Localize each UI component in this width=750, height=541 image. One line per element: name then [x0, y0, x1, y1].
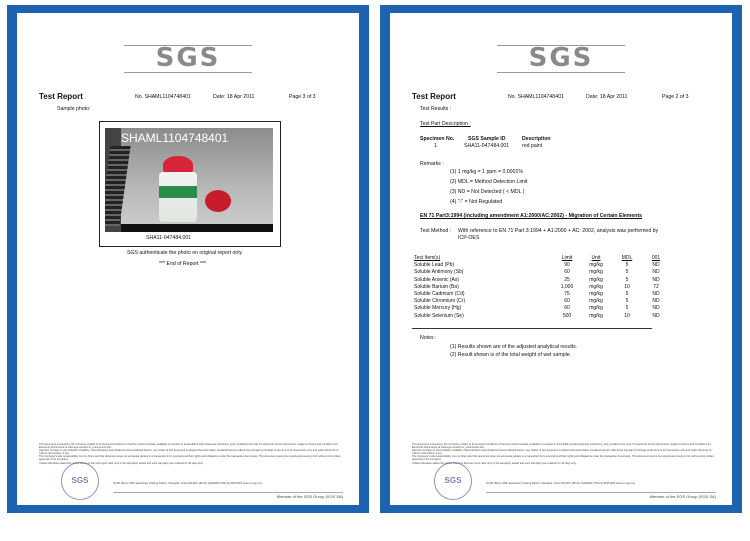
table-row: Soluble Antimony (Sb) 60 mg/kg 5 ND	[414, 269, 660, 276]
remark-item: (4) "-" = Not Regulated	[450, 199, 503, 205]
table-row: Soluble Barium (Ba) 1,000 mg/kg 10 72	[414, 283, 659, 290]
table-row: Soluble Cadmium (Cd) 75 mg/kg 5 ND	[414, 291, 660, 298]
specimen-header-id: SGS Sample ID	[468, 136, 506, 142]
office-address: No.86, Block 1789, East Road, Pudong District, Shanghai, China 201203 t (86-21) 61190000 f (86-21) 68176303 www.cn.sgs.com	[486, 482, 636, 485]
test-part-description: Test Part Description :	[420, 121, 471, 127]
report-header	[390, 93, 732, 107]
sample-photo	[105, 128, 273, 232]
report-title: Test Report	[39, 92, 83, 101]
notes-label: Notes :	[420, 335, 437, 341]
specimen-desc: red paint	[522, 143, 543, 149]
report-title: Test Report	[412, 92, 456, 101]
test-results-label: Test Results :	[420, 106, 452, 112]
end-of-report: *** End of Report ***	[159, 261, 207, 267]
authenticate-text: SGS authenticate the photo on original report only	[127, 250, 243, 256]
member-text: Member of the SGS Group (SGS SA)	[649, 494, 716, 499]
photo-caption: SHAML1104748401	[121, 131, 229, 145]
report-header	[17, 93, 359, 107]
sample-photo-frame	[99, 121, 281, 247]
table-row: Soluble Selenium (Se) 500 mg/kg 10 ND	[414, 312, 660, 319]
table-row: Soluble Lead (Pb) 90 mg/kg 5 ND	[414, 262, 660, 269]
specimen-header-no: Specimen No.	[420, 136, 455, 142]
table-row: Soluble Arsenic (As) 25 mg/kg 5 ND	[414, 276, 660, 283]
member-text: Member of the SGS Group (SGS SA)	[276, 494, 343, 499]
specimen-header-desc: Description	[522, 136, 551, 142]
test-method-text: With reference to EN 71 Part 3:1994 + A1:2000 + AC: 2002, analysis was performed by	[458, 228, 659, 234]
sgs-logo-text: SGS	[528, 43, 594, 73]
report-number: No. SHAML1104748401	[508, 94, 564, 100]
sgs-logo-text: SGS	[155, 43, 221, 73]
table-header-row: Test Item(s) Limit Unit MDL 001	[414, 255, 661, 261]
test-method-label: Test Method :	[420, 228, 452, 234]
test-method-text-2: ICP-OES	[458, 235, 480, 241]
specimen-no: 1	[434, 143, 437, 149]
results-table	[412, 255, 670, 320]
table-row: Soluble Mercury (Hg) 60 mg/kg 5 ND	[414, 305, 660, 312]
sample-photo-label: Sample photo:	[57, 106, 91, 112]
right-page-panel	[380, 5, 742, 513]
legal-disclaimer: This document is issued by the Company subject to its General Conditions of Service printed overleaf, available on request or accessible at http://www.sgs.com/terms_and_conditions.htm and, for electronic format documents, subject to Terms and Conditions for Electronic Documents at www.sgs.com/terms_e-document.htm. Attention is drawn to the limitation of liability, indemnification and jurisdiction issues defined therein. Any holder of this document is advised that information contained hereon reflects the Company's findings at the time of its intervention only and within the limits of Client's instructions, if any. The Company's sole responsibility is to its Client and this document does not exonerate parties to a transaction from exercising all their rights and obligations under the transaction documents. This document cannot be reproduced except in full, without prior written approval of the Company. Unless otherwise stated the results shown in this test report refer only to the sample(s) tested and such sample(s) are retained for 30 days only.	[39, 443, 341, 465]
report-date: Date: 18 Apr 2011	[213, 94, 255, 100]
sgs-stamp: SGS	[434, 462, 472, 500]
note-item: (2) Result shown is of the total weight of wet sample.	[450, 352, 572, 358]
photo-sample-id: SHA11-047484.001	[146, 235, 192, 241]
report-page-3	[17, 13, 359, 505]
left-page-panel	[7, 5, 369, 513]
page-number: Page 2 of 3	[662, 94, 689, 100]
note-item: (1) Results shown are of the adjusted analytical results.	[450, 344, 578, 350]
standard-title: EN 71 Part3:1994 (including amendment A1:2000/AC:2002) - Migration of Certain Elements	[420, 213, 643, 219]
specimen-id: SHA11-047484.001	[464, 143, 510, 149]
sgs-stamp: SGS	[61, 462, 99, 500]
legal-disclaimer: This document is issued by the Company subject to its General Conditions of Service printed overleaf, available on request or accessible at http://www.sgs.com/terms_and_conditions.htm and, for electronic format documents, subject to Terms and Conditions for Electronic Documents at www.sgs.com/terms_e-document.htm. Attention is drawn to the limitation of liability, indemnification and jurisdiction issues defined therein. Any holder of this document is advised that information contained hereon reflects the Company's findings at the time of its intervention only and within the limits of Client's instructions, if any. The Company's sole responsibility is to its Client and this document does not exonerate parties to a transaction from exercising all their rights and obligations under the transaction documents. This document cannot be reproduced except in full, without prior written approval of the Company. Unless otherwise stated the results shown in this test report refer only to the sample(s) tested and such sample(s) are retained for 30 days only.	[412, 443, 714, 465]
report-page-2	[390, 13, 732, 505]
table-row: Soluble Chromium (Cr) 60 mg/kg 5 ND	[414, 298, 660, 305]
report-number: No. SHAML1104748401	[135, 94, 191, 100]
page-number: Page 3 of 3	[289, 94, 316, 100]
table-bottom-rule	[412, 328, 652, 329]
remarks-label: Remarks :	[420, 161, 444, 167]
photo-ruler	[121, 224, 273, 232]
office-address: No.86, Block 1789, East Road, Pudong District, Shanghai, China 201203 t (86-21) 61190000 f (86-21) 68176303 www.cn.sgs.com	[113, 482, 263, 485]
report-date: Date: 18 Apr 2011	[586, 94, 628, 100]
remark-item: (1) 1 mg/kg = 1 ppm = 0.0001%	[450, 169, 523, 175]
remark-item: (3) ND = Not Detected ( < MDL )	[450, 189, 525, 195]
remark-item: (2) MDL = Method Detection Limit	[450, 179, 528, 185]
